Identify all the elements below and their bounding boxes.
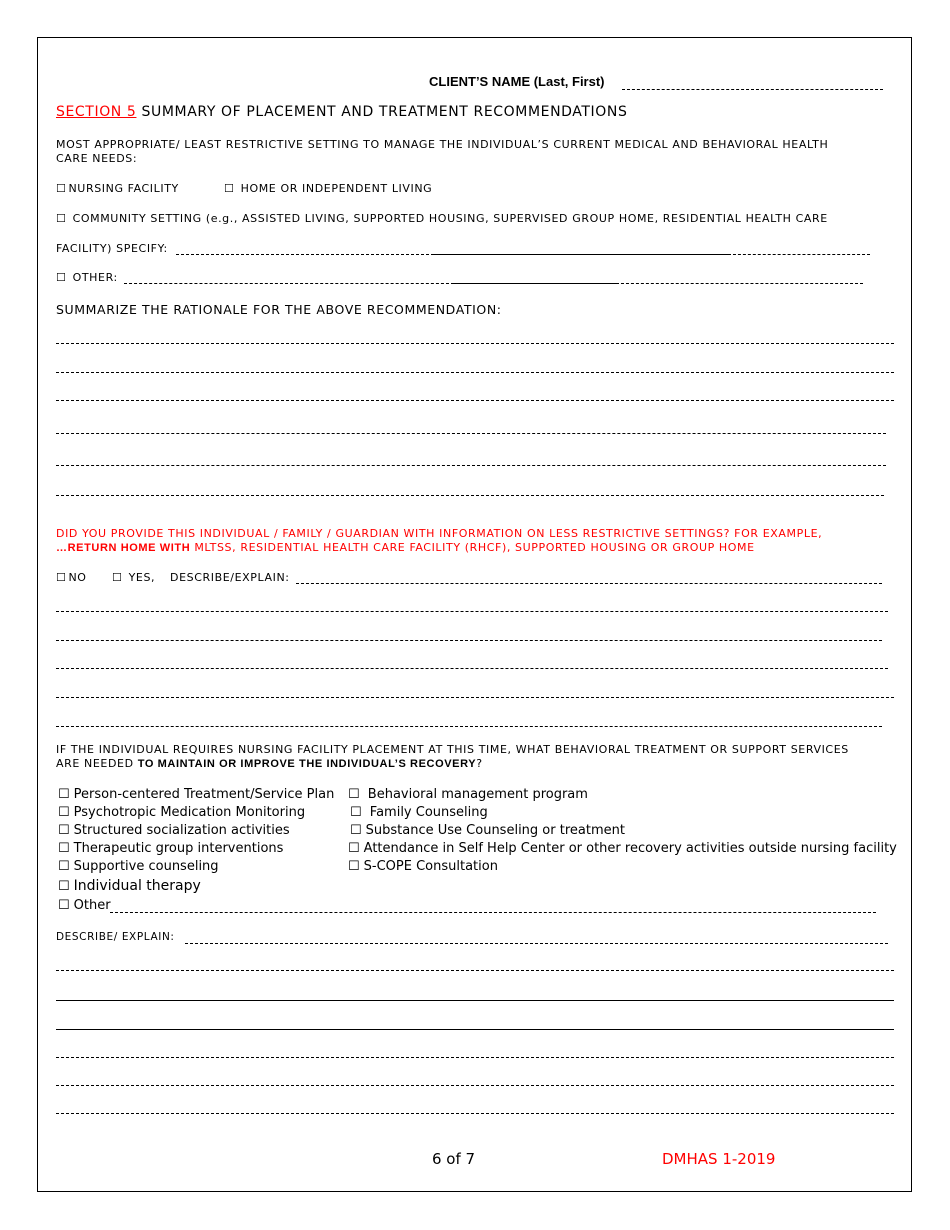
service-option[interactable]: ☐ Attendance in Self Help Center or other recovery activities outside nursing facility (348, 841, 897, 856)
other-field-a[interactable] (124, 283, 454, 284)
setting-question-line2: CARE NEEDS: (56, 152, 138, 165)
rationale-line[interactable] (56, 495, 884, 496)
checkbox-icon[interactable]: ☐ (58, 823, 70, 838)
checkbox-icon[interactable]: ☐ (58, 805, 70, 820)
service-option[interactable]: ☐ Supportive counseling (58, 859, 219, 874)
service-option[interactable]: ☐ Substance Use Counseling or treatment (350, 823, 625, 838)
checkbox-icon[interactable]: ☐ (56, 212, 67, 225)
rationale-line[interactable] (56, 343, 894, 344)
checkbox-icon[interactable]: ☐ (58, 859, 70, 874)
service-option[interactable]: ☐ Person-centered Treatment/Service Plan (58, 787, 335, 802)
option-nursing-facility[interactable]: ☐ NURSING FACILITY (56, 182, 179, 195)
option-community-setting[interactable]: ☐ COMMUNITY SETTING (e.g., ASSISTED LIVING, SUPPORTED HOUSING, SUPERVISED GROUP HOME, RESIDENTIAL HEALTH CARE (56, 212, 828, 225)
checkbox-icon[interactable]: ☐ (348, 841, 360, 856)
services-question-line1: IF THE INDIVIDUAL REQUIRES NURSING FACILITY PLACEMENT AT THIS TIME, WHAT BEHAVIORAL TREATMENT OR SUPPORT SERVICES (56, 743, 849, 756)
explain-line[interactable] (56, 726, 882, 727)
explain-line[interactable] (56, 668, 888, 669)
rationale-line[interactable] (56, 465, 886, 466)
describe-line[interactable] (56, 1057, 894, 1058)
option-yes[interactable]: ☐ YES, (112, 571, 156, 584)
form-id: DMHAS 1-2019 (662, 1150, 776, 1168)
checkbox-icon[interactable]: ☐ (112, 571, 123, 584)
other-field-c[interactable] (616, 283, 863, 284)
rationale-line[interactable] (56, 372, 894, 373)
service-option[interactable]: ☐ S-COPE Consultation (348, 859, 498, 874)
section-header (56, 104, 627, 120)
checkbox-icon[interactable]: ☐ (348, 787, 360, 802)
checkbox-icon[interactable]: ☐ (350, 823, 362, 838)
describe-line[interactable] (56, 1085, 894, 1086)
describe-label: DESCRIBE/ EXPLAIN: (56, 931, 175, 943)
service-option[interactable]: ☐ Family Counseling (350, 805, 488, 820)
section-number: SECTION 5 (56, 104, 137, 120)
checkbox-icon[interactable]: ☐ (58, 787, 70, 802)
service-option[interactable]: ☐ Structured socialization activities (58, 823, 290, 838)
describe-line[interactable] (56, 1029, 894, 1030)
service-option[interactable]: ☐ Individual therapy (58, 878, 201, 894)
checkbox-icon[interactable]: ☐ (56, 271, 67, 284)
checkbox-icon[interactable]: ☐ (58, 898, 70, 913)
describe-line[interactable] (56, 970, 894, 971)
checkbox-icon[interactable]: ☐ (56, 571, 67, 584)
service-option-other[interactable]: ☐ Other (58, 898, 111, 913)
checkbox-icon[interactable]: ☐ (350, 805, 362, 820)
client-name-label: CLIENT’S NAME (Last, First) (429, 74, 605, 89)
checkbox-icon[interactable]: ☐ (58, 879, 70, 894)
page-frame (37, 37, 912, 1192)
less-restrictive-question-line2: …RETURN HOME WITH MLTSS, RESIDENTIAL HEALTH CARE FACILITY (RHCF), SUPPORTED HOUSING OR GROUP HOME (56, 541, 755, 554)
community-specify-field-c[interactable] (728, 254, 870, 255)
explain-line[interactable] (56, 611, 888, 612)
service-option[interactable]: ☐ Therapeutic group interventions (58, 841, 284, 856)
checkbox-icon[interactable]: ☐ (56, 182, 67, 195)
rationale-line[interactable] (56, 400, 894, 401)
yes-describe-label: DESCRIBE/EXPLAIN: (170, 571, 290, 584)
describe-line[interactable] (56, 1113, 894, 1114)
service-other-field[interactable] (110, 912, 876, 913)
community-specify-field-b[interactable] (434, 254, 728, 255)
checkbox-icon[interactable]: ☐ (224, 182, 235, 195)
describe-line[interactable] (56, 1000, 894, 1001)
community-specify-field-a[interactable] (176, 254, 434, 255)
explain-line[interactable] (56, 640, 882, 641)
community-specify-label: FACILITY) SPECIFY: (56, 242, 168, 255)
service-option[interactable]: ☐ Psychotropic Medication Monitoring (58, 805, 306, 820)
service-option[interactable]: ☐ Behavioral management program (348, 787, 588, 802)
less-restrictive-question-line1: DID YOU PROVIDE THIS INDIVIDUAL / FAMILY / GUARDIAN WITH INFORMATION ON LESS RESTRICTIVE SETTINGS? FOR EXAMPLE, (56, 527, 823, 540)
checkbox-icon[interactable]: ☐ (58, 841, 70, 856)
yes-describe-field[interactable] (296, 583, 882, 584)
other-field-b[interactable] (454, 283, 616, 284)
option-other[interactable]: ☐ OTHER: (56, 271, 118, 284)
services-question-line2: ARE NEEDED TO MAINTAIN OR IMPROVE THE INDIVIDUAL’S RECOVERY? (56, 757, 483, 770)
option-home-independent[interactable]: ☐ HOME OR INDEPENDENT LIVING (224, 182, 433, 195)
rationale-label: SUMMARIZE THE RATIONALE FOR THE ABOVE RECOMMENDATION: (56, 302, 502, 317)
explain-line[interactable] (56, 697, 894, 698)
rationale-line[interactable] (56, 433, 886, 434)
section-title: SUMMARY OF PLACEMENT AND TREATMENT RECOMMENDATIONS (141, 104, 628, 120)
client-name-field[interactable] (622, 89, 883, 90)
setting-question-line1: MOST APPROPRIATE/ LEAST RESTRICTIVE SETTING TO MANAGE THE INDIVIDUAL’S CURRENT MEDICAL AND BEHAVIORAL HEALTH (56, 138, 829, 151)
page-number: 6 of 7 (432, 1150, 476, 1168)
option-no[interactable]: ☐ NO (56, 571, 87, 584)
describe-field[interactable] (185, 943, 888, 944)
checkbox-icon[interactable]: ☐ (348, 859, 360, 874)
